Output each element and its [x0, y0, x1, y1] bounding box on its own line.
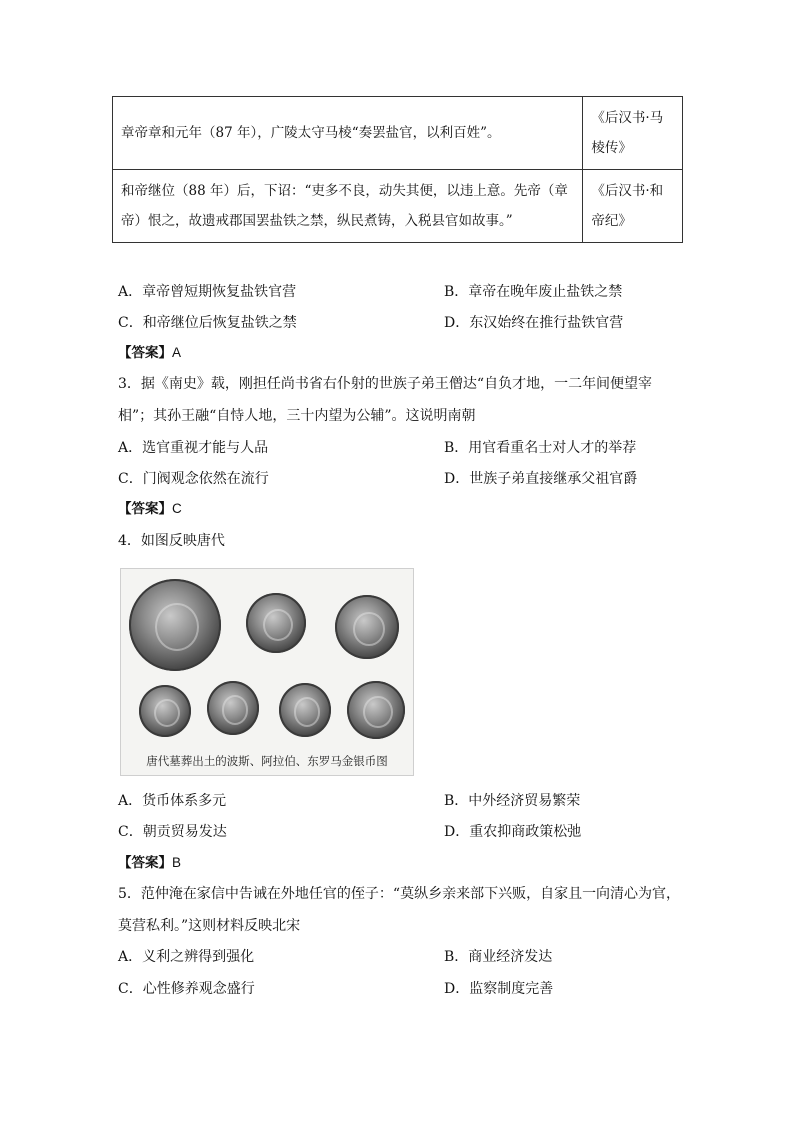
q3-option-d[interactable]: D．世族子弟直接继承父祖官爵	[444, 471, 638, 487]
table-cell-ref: 《后汉书·和帝纪》	[583, 170, 683, 243]
byzantine-coin-image	[207, 681, 259, 735]
answer-tag: 【答案】	[118, 501, 172, 517]
q4-option-a[interactable]: A．货币体系多元	[118, 793, 227, 809]
answer-tag: 【答案】	[118, 345, 172, 361]
q3-stem-line2: 相”；其孙王融“自恃人地，三十内望为公辅”。这说明南朝	[118, 408, 476, 424]
answer-value: A	[172, 345, 182, 360]
answer-value: C	[172, 501, 182, 516]
q3-answer	[118, 500, 182, 518]
arabic-coin-image	[129, 579, 221, 671]
table-cell-ref: 《后汉书·马棱传》	[583, 97, 683, 170]
q3-option-b[interactable]: B．用官看重名士对人才的举荐	[444, 440, 637, 456]
table-row	[113, 97, 683, 170]
answer-tag: 【答案】	[118, 855, 172, 871]
q2-option-a[interactable]: A．章帝曾短期恢复盐铁官营	[118, 284, 297, 300]
q5-stem-line2: 莫营私利。”这则材料反映北宋	[118, 918, 301, 934]
q4-option-b[interactable]: B．中外经济贸易繁荣	[444, 793, 581, 809]
q3-option-c[interactable]: C．门阀观念依然在流行	[118, 471, 269, 487]
q2-option-c[interactable]: C．和帝继位后恢复盐铁之禁	[118, 315, 297, 331]
q5-option-b[interactable]: B．商业经济发达	[444, 949, 553, 965]
q2-answer	[118, 344, 181, 362]
source-table	[112, 96, 683, 243]
q2-option-d[interactable]: D．东汉始终在推行盐铁官营	[444, 315, 624, 331]
q4-stem: 4．如图反映唐代	[118, 533, 225, 549]
coin-figure	[120, 568, 414, 776]
byzantine-coin-image	[139, 685, 191, 737]
q2-option-b[interactable]: B．章帝在晚年废止盐铁之禁	[444, 284, 623, 300]
table-cell-quote: 章帝章和元年（87 年），广陵太守马棱“奏罢盐官，以利百姓”。	[113, 97, 583, 170]
q5-option-c[interactable]: C．心性修养观念盛行	[118, 981, 255, 997]
q5-option-a[interactable]: A．义利之辨得到强化	[118, 949, 255, 965]
table-cell-quote: 和帝继位（88 年）后，下诏：“吏多不良，动失其便，以违上意。先帝（章帝）恨之，故遗戒郡国罢盐铁之禁，纵民煮铸，入税县官如故事。”	[113, 170, 583, 243]
byzantine-coin-image	[347, 681, 405, 739]
q4-option-d[interactable]: D．重农抑商政策松弛	[444, 824, 582, 840]
q4-answer	[118, 854, 181, 872]
q5-option-d[interactable]: D．监察制度完善	[444, 981, 554, 997]
persian-coin-image	[246, 593, 306, 653]
q4-option-c[interactable]: C．朝贡贸易发达	[118, 824, 227, 840]
persian-coin-image	[335, 595, 399, 659]
q5-stem-line1: 5．范仲淹在家信中告诫在外地任官的侄子：“莫纵乡亲来部下兴贩，自家且一向清心为官，	[118, 886, 681, 902]
answer-value: B	[172, 855, 182, 870]
figure-caption: 唐代墓葬出土的波斯、阿拉伯、东罗马金银币图	[146, 754, 388, 768]
byzantine-coin-image	[279, 683, 331, 737]
q3-stem-line1: 3．据《南史》载，刚担任尚书省右仆射的世族子弟王僧达“自负才地，一二年间便望宰	[118, 376, 653, 392]
q3-option-a[interactable]: A．选官重视才能与人品	[118, 440, 269, 456]
table-row	[113, 170, 683, 243]
